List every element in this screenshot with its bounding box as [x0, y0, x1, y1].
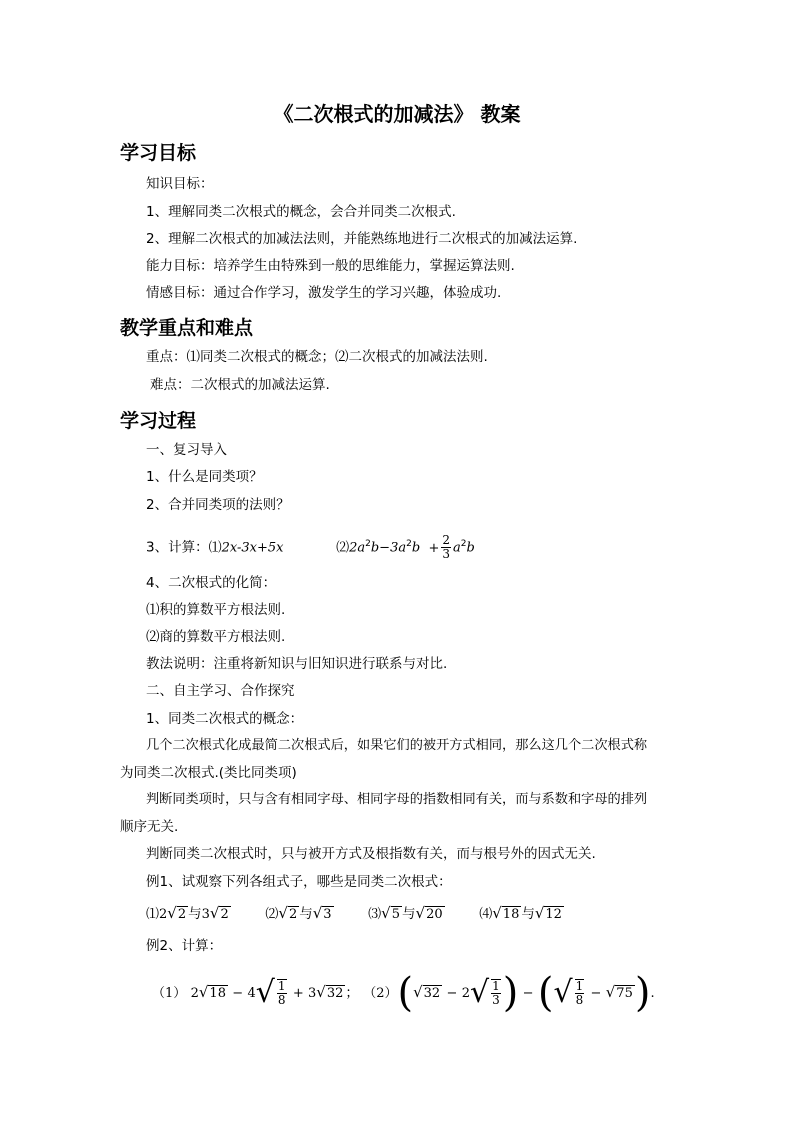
radicand: 2: [177, 907, 187, 922]
part-number: （2）: [363, 986, 398, 1001]
radicand: 5: [391, 907, 401, 922]
text-line: 1、理解同类二次根式的概念，会合并同类二次根式.: [146, 204, 456, 220]
right-paren-icon: ): [502, 970, 519, 1016]
radical-sign-icon: √: [316, 983, 326, 1001]
radical-sign-icon: √: [381, 904, 391, 922]
fraction-numerator: 2: [442, 533, 451, 547]
radicand: 32: [423, 986, 441, 1001]
radical-sign-icon: √: [605, 983, 616, 1001]
fraction: [491, 979, 501, 1007]
example1-item: [265, 906, 338, 922]
section-heading-learning-goals: 学习目标: [120, 142, 197, 164]
right-paren-icon: ): [634, 970, 651, 1016]
example1-items: [146, 904, 564, 924]
calc-part1-expr: 2x-3x+5x: [221, 540, 284, 556]
example1-item: [368, 906, 449, 922]
difficulty-line: 难点：二次根式的加减法运算.: [150, 377, 330, 393]
item-number: ⑶: [368, 907, 382, 922]
operator: −: [522, 986, 534, 1001]
conjunction: 与: [402, 906, 416, 922]
fraction-denominator: 8: [277, 993, 286, 1007]
radicand: 18: [209, 986, 226, 1001]
fraction-numerator: 1: [492, 979, 500, 993]
text-line: ⑵商的算数平方根法则.: [146, 629, 286, 645]
period: .: [650, 986, 655, 1001]
text-line: 判断同类项时，只与含有相同字母、相同字母的指数相同有关，而与系数和字母的排列: [146, 792, 648, 807]
text-line: 2、合并同类项的法则？: [146, 497, 290, 513]
item-number: ⑴: [146, 907, 160, 922]
fraction-numerator: 1: [575, 979, 584, 993]
calc-part1-num: ⑴: [208, 540, 222, 556]
exponent: 2: [406, 539, 412, 549]
conjunction: 与: [521, 906, 535, 922]
operator: −: [590, 986, 602, 1001]
radicand: 32: [326, 986, 344, 1001]
fraction: [575, 979, 585, 1007]
radicand: 2: [220, 907, 229, 922]
text-line: 1、什么是同类项？: [146, 469, 263, 485]
coefficient: 2: [461, 986, 470, 1001]
operator: −: [446, 986, 458, 1001]
coefficient: 2: [190, 986, 199, 1001]
calc-part2-a: 2a: [349, 540, 366, 556]
radicand: 75: [616, 986, 633, 1001]
section-heading-learning-process: 学习过程: [120, 410, 197, 432]
radical-sign-icon: √: [278, 904, 288, 922]
text-line: 判断同类二次根式时，只与被开方式及根指数有关，而与根号外的因式无关.: [146, 846, 596, 862]
radical-sign-icon: √: [209, 904, 220, 922]
text-line: 二、自主学习、合作探究: [146, 683, 295, 699]
calc-label: 3、计算：: [146, 539, 209, 556]
radical-sign-icon: √: [198, 983, 209, 1001]
calc-question: 3、计算：⑴2x-3x+5x $⑵2a^2b-3a^2b$ + $\frac{2}{3}$ $a^2b$: [146, 533, 475, 561]
section-heading-key-points: 教学重点和难点: [120, 317, 254, 339]
document-title: 《二次根式的加减法》 教案: [273, 102, 521, 126]
text-line: 能力目标：培养学生由特殊到一般的思维能力，掌握运算法则.: [146, 258, 515, 274]
calc-part2-tail-a: a: [453, 540, 461, 556]
left-paren-icon: (: [537, 970, 554, 1016]
fraction-denominator: 3: [492, 993, 500, 1007]
example1-item: [146, 906, 235, 922]
coefficient: 4: [247, 986, 256, 1001]
radicand: 12: [545, 907, 562, 922]
text-line: 为同类二次根式.(类比同类项): [120, 765, 297, 781]
radicand: 18: [502, 907, 520, 922]
exponent: 2: [365, 539, 371, 549]
radical-sign-icon: √: [553, 975, 573, 1010]
text-line: 例2、计算：: [146, 938, 223, 954]
text-line: 教法说明：注重将新知识与旧知识进行联系与对比.: [146, 656, 448, 672]
fraction: [441, 534, 451, 561]
fraction-denominator: 3: [442, 547, 451, 561]
left-paren-icon: (: [397, 970, 414, 1016]
fraction-denominator: 8: [575, 993, 584, 1007]
operator: −: [232, 986, 244, 1001]
conjunction: 与: [299, 906, 313, 922]
radicand: 2: [288, 907, 298, 922]
example1-item: [479, 906, 564, 922]
radical-sign-icon: √: [255, 975, 275, 1010]
text-line: 例1、试观察下列各组式子，哪些是同类二次根式：: [146, 874, 452, 890]
operator: +: [292, 986, 304, 1001]
text-line: 1、同类二次根式的概念：: [146, 711, 304, 727]
radical-sign-icon: √: [413, 983, 423, 1001]
radicand: 3: [323, 907, 332, 922]
radical-sign-icon: √: [167, 904, 177, 922]
coefficient: 3: [201, 907, 210, 922]
conjunction: 与: [188, 906, 202, 922]
calc-part2-b: b−3a: [370, 540, 407, 556]
text-line: 顺序无关.: [120, 819, 179, 835]
separator: ；: [345, 985, 359, 1001]
radical-sign-icon: √: [312, 904, 323, 922]
radical-sign-icon: √: [534, 904, 545, 922]
radical-sign-icon: √: [415, 904, 426, 922]
calc-part2-num: ⑵: [336, 540, 350, 556]
calc-part2-tail-b: b: [466, 540, 475, 556]
radical-sign-icon: √: [469, 975, 490, 1010]
radical-sign-icon: √: [492, 904, 502, 922]
item-number: ⑷: [479, 907, 493, 922]
calc-part2-c: b: [411, 540, 421, 556]
example2-expressions: [152, 972, 655, 1014]
key-point-line: 重点：⑴同类二次根式的概念；⑵二次根式的加减法法则.: [146, 349, 488, 365]
fraction-numerator: 1: [277, 979, 286, 993]
coefficient: 2: [159, 907, 168, 922]
exponent: 2: [460, 539, 467, 549]
text-line: 4、二次根式的化简：: [146, 575, 277, 591]
text-line: 一、复习导入: [146, 442, 227, 458]
text-line: ⑴积的算数平方根法则.: [146, 602, 286, 618]
text-line: 几个二次根式化成最简二次根式后，如果它们的被开方式相同，那么这几个二次根式称: [146, 738, 648, 753]
text-line: 知识目标：: [146, 176, 214, 192]
text-line: 情感目标：通过合作学习，激发学生的学习兴趣，体验成功.: [146, 285, 502, 301]
radicand: 20: [426, 907, 443, 922]
part-number: （1）: [152, 986, 187, 1001]
text-line: 2、理解二次根式的加减法法则，并能熟练地进行二次根式的加减法运算.: [146, 231, 578, 247]
coefficient: 3: [308, 986, 317, 1001]
item-number: ⑵: [265, 907, 279, 922]
fraction: [277, 979, 287, 1007]
